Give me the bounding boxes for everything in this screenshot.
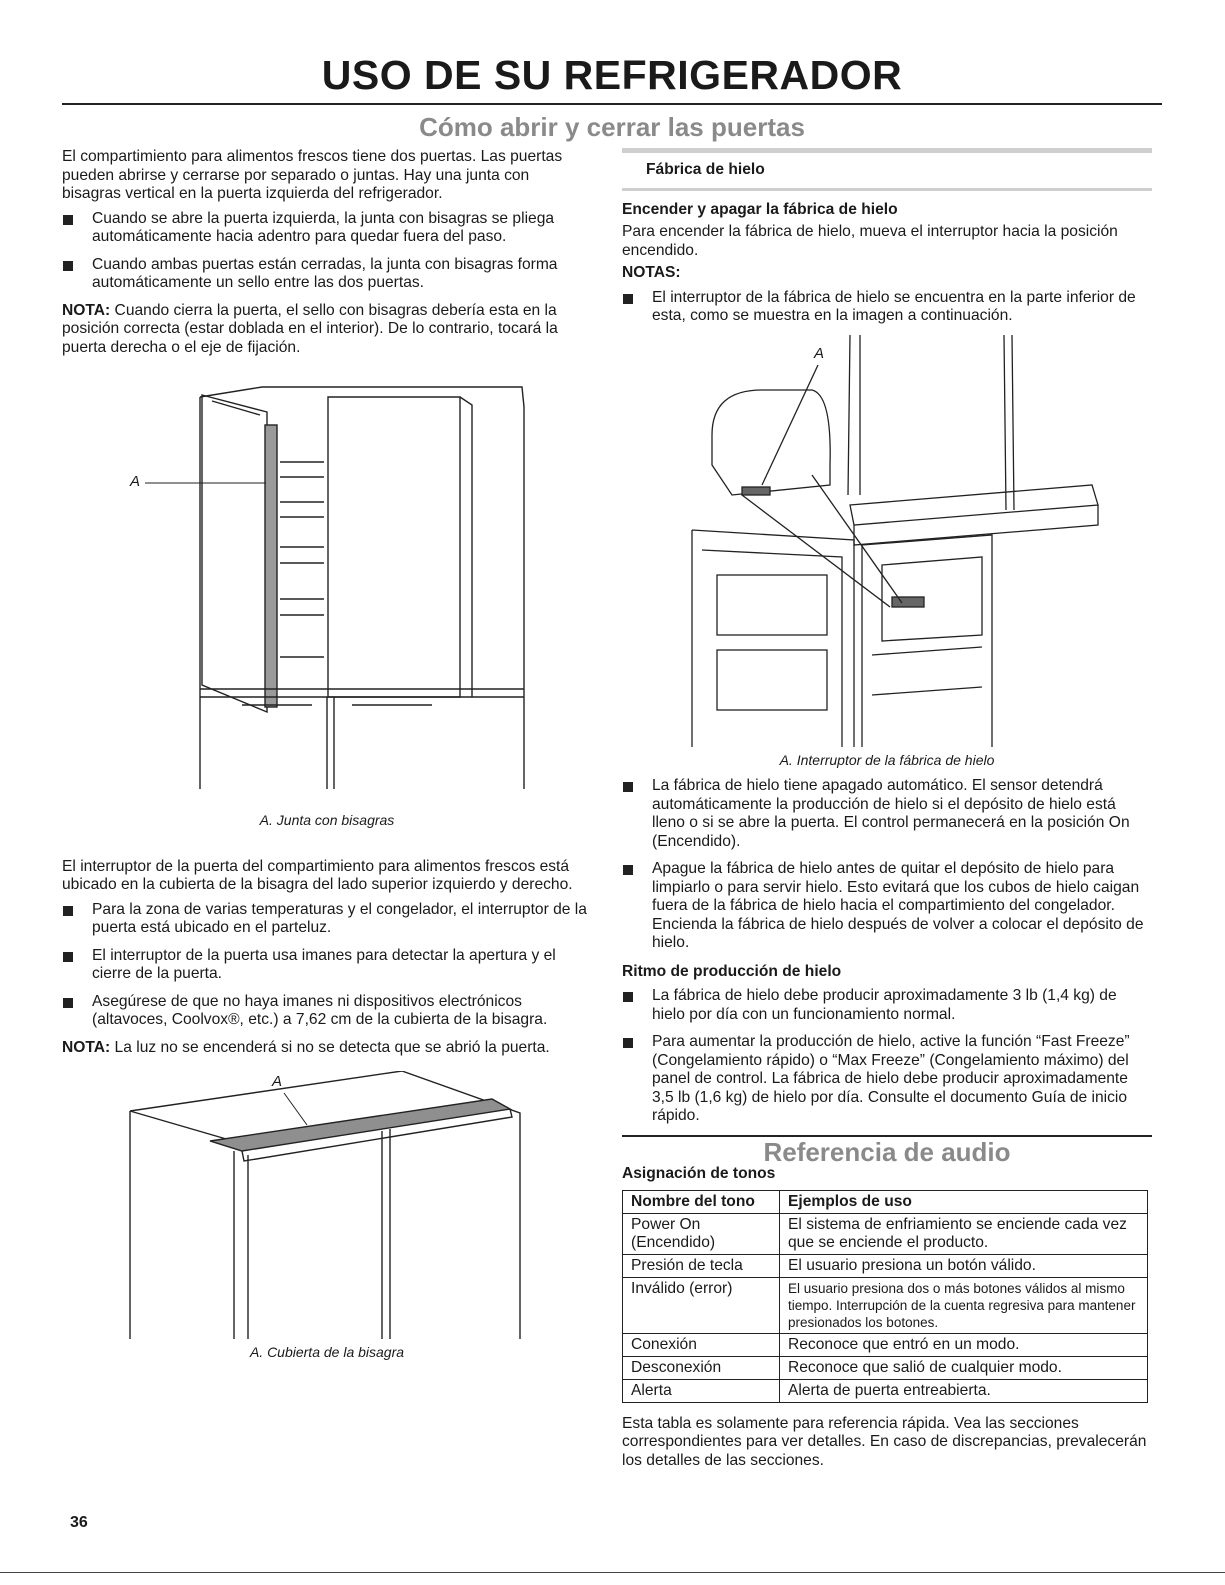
ice-maker-illustration (622, 335, 1152, 747)
note-paragraph (62, 302, 592, 358)
figure-hinge-cover (62, 1071, 592, 1339)
figure-caption: A. Junta con bisagras (259, 812, 395, 828)
notes-label: NOTAS: (622, 264, 681, 281)
note-text: La luz no se encenderá si no se detecta que se abrió la puerta. (110, 1038, 550, 1056)
list-item: La fábrica de hielo debe producir aproximadamente 3 lb (1,4 kg) de hielo por día con un funcionamiento normal. (622, 987, 1152, 1024)
title-rule (62, 103, 1162, 105)
table-cell: Reconoce que salió de cualquier modo. (780, 1356, 1148, 1379)
table-cell: Alerta (623, 1379, 780, 1402)
figure-caption: A. Cubierta de la bisagra (249, 1344, 405, 1360)
section-subtitle: Cómo abrir y cerrar las puertas (419, 112, 805, 142)
list-item: Cuando se abre la puerta izquierda, la junta con bisagras se pliega automáticamente hacia adentro para quedar fuera del paso. (62, 210, 592, 247)
table-cell: Conexión (623, 1333, 780, 1356)
table-row (623, 1356, 1148, 1379)
list-item: Asegúrese de que no haya imanes ni dispositivos electrónicos (altavoces, Coolvox®, etc.) a 7,62 cm de la cubierta de la bisagra. (62, 993, 592, 1030)
list-item: Cuando ambas puertas están cerradas, la junta con bisagras forma automáticamente un sello entre las dos puertas. (62, 256, 592, 293)
table-header: Nombre del tono (623, 1190, 780, 1213)
left-column (62, 148, 592, 1362)
table-cell: Alerta de puerta entreabierta. (780, 1379, 1148, 1402)
table-cell: Desconexión (623, 1356, 780, 1379)
subheading: Encender y apagar la fábrica de hielo (622, 200, 898, 218)
bullet-list-production (622, 987, 1152, 1126)
closing-paragraph: Esta tabla es solamente para referencia rápida. Vea las secciones correspondientes para ver detalles. En caso de discrepancias, prevalecerán los detalles de las secciones. (622, 1414, 1147, 1469)
table-header-row (623, 1190, 1148, 1213)
figure-ice-maker-switch (622, 335, 1152, 747)
list-item: El interruptor de la puerta usa imanes para detectar la apertura y el cierre de la puerta. (62, 947, 592, 984)
tone-table (622, 1190, 1148, 1403)
table-cell: Reconoce que entró en un modo. (780, 1333, 1148, 1356)
note-label: NOTA: (62, 301, 111, 319)
list-item: El interruptor de la fábrica de hielo se encuentra en la parte inferior de esta, como se muestra en la imagen a continuación. (622, 289, 1152, 326)
hinge-cover-illustration (62, 1071, 592, 1339)
table-cell: El usuario presiona dos o más botones válidos al mismo tiempo. Interrupción de la cuenta regresiva para mantener presionados los botones. (780, 1277, 1148, 1333)
bullet-list-notes (622, 289, 1152, 326)
table-row (623, 1277, 1148, 1333)
figure-hinged-seal (62, 367, 592, 807)
table-cell: Power On (Encendido) (623, 1213, 780, 1254)
page-number: 36 (70, 1514, 88, 1531)
intro-paragraph: El compartimiento para alimentos frescos tiene dos puertas. Las puertas pueden abrirse y cerrarse por separado o juntas. Hay una junta con bisagras vertical en la puerta izquierda del refrigerador. (62, 148, 563, 202)
door-switch-paragraph: El interruptor de la puerta del compartimiento para alimentos frescos está ubicado en la cubierta de la bisagra del lado superior izquierdo y derecho. (62, 857, 573, 893)
bullet-list-door-switch (62, 901, 592, 1030)
table-row (623, 1379, 1148, 1402)
subheading: Ritmo de producción de hielo (622, 962, 842, 980)
list-item: Apague la fábrica de hielo antes de quitar el depósito de hielo para limpiarlo o para servir hielo. Esto evitará que los cubos de hielo caigan fuera de la fábrica de hielo hacia el compartimiento del congelador. Encienda la fábrica de hielo después de volver a colocar el depósito de hielo. (622, 860, 1152, 953)
table-row (623, 1333, 1148, 1356)
figure-label-a: A (272, 1073, 283, 1090)
page-title: USO DE SU REFRIGERADOR (321, 52, 903, 98)
figure-caption: A. Interruptor de la fábrica de hielo (779, 751, 995, 768)
pointer-line (62, 367, 592, 807)
bullet-list-doors (62, 210, 592, 293)
note-text: Cuando cierra la puerta, el sello con bisagras debería esta en la posición correcta (estar doblada en el interior). De lo contrario, tocará la puerta derecha o el eje de fijación. (62, 301, 558, 356)
list-item: Para aumentar la producción de hielo, active la función “Fast Freeze” (Congelamiento rápido) o “Max Freeze” (Congelamiento máximo) del panel de control. La fábrica de hielo debe producir aproximadamente 3,5 lb (1,6 kg) de hielo por día. Consulte el documento Guía de inicio rápido. (622, 1033, 1152, 1126)
note-label: NOTA: (62, 1038, 111, 1056)
table-cell: El usuario presiona un botón válido. (780, 1254, 1148, 1277)
bullet-list-auto-off (622, 777, 1152, 953)
table-row (623, 1213, 1148, 1254)
footer-rule (0, 1572, 1225, 1573)
audio-section-title: Referencia de audio (763, 1136, 1011, 1167)
paragraph: Para encender la fábrica de hielo, mueva el interruptor hacia la posición encendido. (622, 223, 1118, 259)
table-row (623, 1254, 1148, 1277)
table-header: Ejemplos de uso (780, 1190, 1148, 1213)
section-heading: Fábrica de hielo (646, 161, 765, 178)
right-column (622, 148, 1152, 1474)
list-item: La fábrica de hielo tiene apagado automático. El sensor detendrá automáticamente la producción de hielo si el depósito de hielo está lleno o si se abre la puerta. El control permanecerá en la posición On (Encendido). (622, 777, 1152, 851)
figure-label-a: A (130, 473, 141, 490)
list-item: Para la zona de varias temperaturas y el congelador, el interruptor de la puerta está ubicado en el parteluz. (62, 901, 592, 938)
table-cell: El sistema de enfriamiento se enciende cada vez que se enciende el producto. (780, 1213, 1148, 1254)
subheading: Asignación de tonos (622, 1165, 776, 1182)
section-bar (622, 188, 1152, 191)
table-cell: Presión de tecla (623, 1254, 780, 1277)
table-cell: Inválido (error) (623, 1277, 780, 1333)
figure-label-a: A (814, 344, 825, 362)
note-paragraph (62, 1039, 592, 1058)
